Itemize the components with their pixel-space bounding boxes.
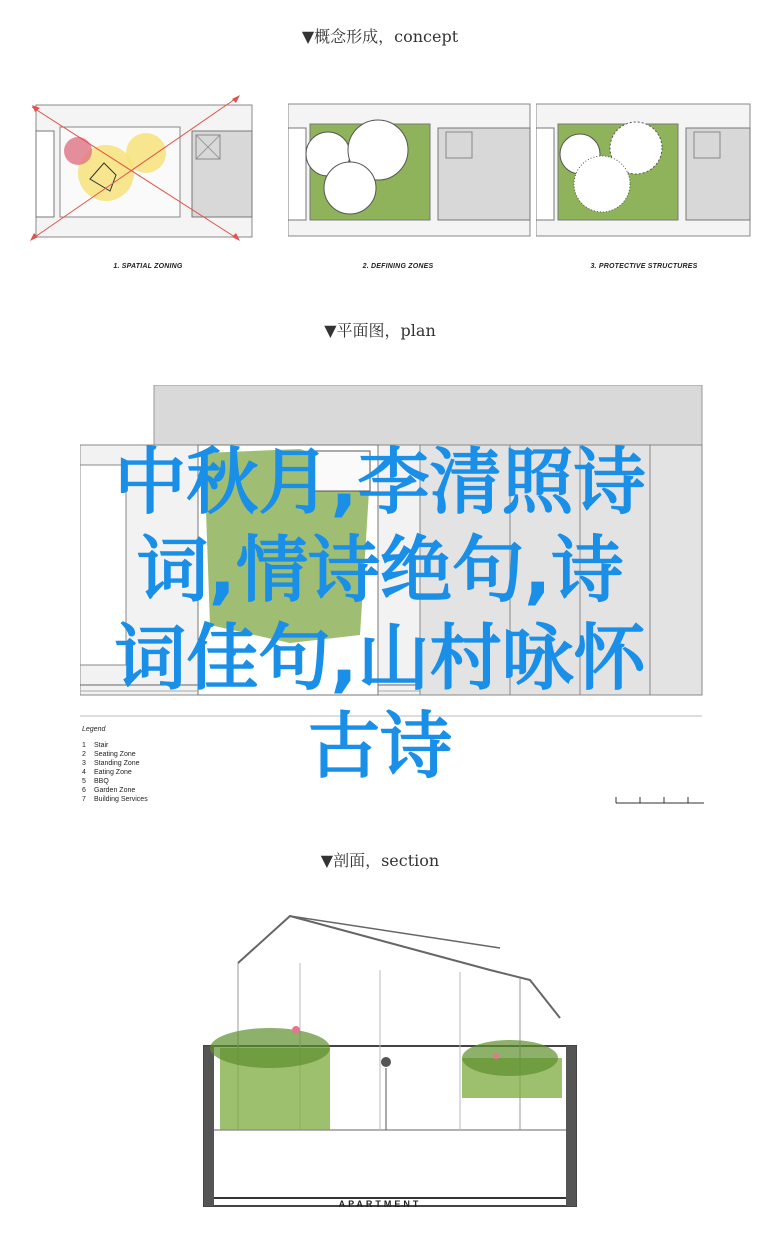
- legend-item: 1 Stair: [82, 742, 109, 749]
- legend-item: 5 BBQ: [82, 778, 109, 785]
- legend-item: 7 Building Services: [82, 796, 148, 803]
- legend-item: 3 Standing Zone: [82, 760, 140, 767]
- legend-item: 2 Seating Zone: [82, 751, 136, 758]
- legend-title: Legend: [82, 726, 106, 733]
- plan-heading: ▼平面图，plan: [324, 321, 436, 340]
- overlay-title-line-4: 古诗: [307, 704, 452, 788]
- overlay-title: [0, 438, 760, 790]
- overlay-title-line-1: 中秋月,李清照诗: [114, 440, 646, 524]
- overlay-title-line-2: 词,情诗绝句,诗: [136, 528, 624, 612]
- legend-item: 6 Garden Zone: [82, 787, 136, 794]
- concept-caption-1: 1. SPATIAL ZONING: [113, 263, 183, 270]
- concept-diagram-protective-structures: [536, 100, 752, 242]
- concept-caption-2: 2. DEFINING ZONES: [362, 263, 434, 270]
- concept-diagram-spatial-zoning: [20, 95, 256, 255]
- overlay-title-line-3: 词佳句,山村咏怀: [114, 616, 646, 700]
- legend-item: 4 Eating Zone: [82, 769, 132, 776]
- concept-heading: ▼概念形成，concept: [301, 27, 459, 46]
- concept-caption-3: 3. PROTECTIVE STRUCTURES: [590, 263, 698, 270]
- section-drawing: [200, 908, 580, 1210]
- section-label: APARTMENT: [338, 1199, 422, 1209]
- section-heading: ▼剖面，section: [320, 851, 440, 870]
- concept-diagram-defining-zones: [288, 100, 532, 242]
